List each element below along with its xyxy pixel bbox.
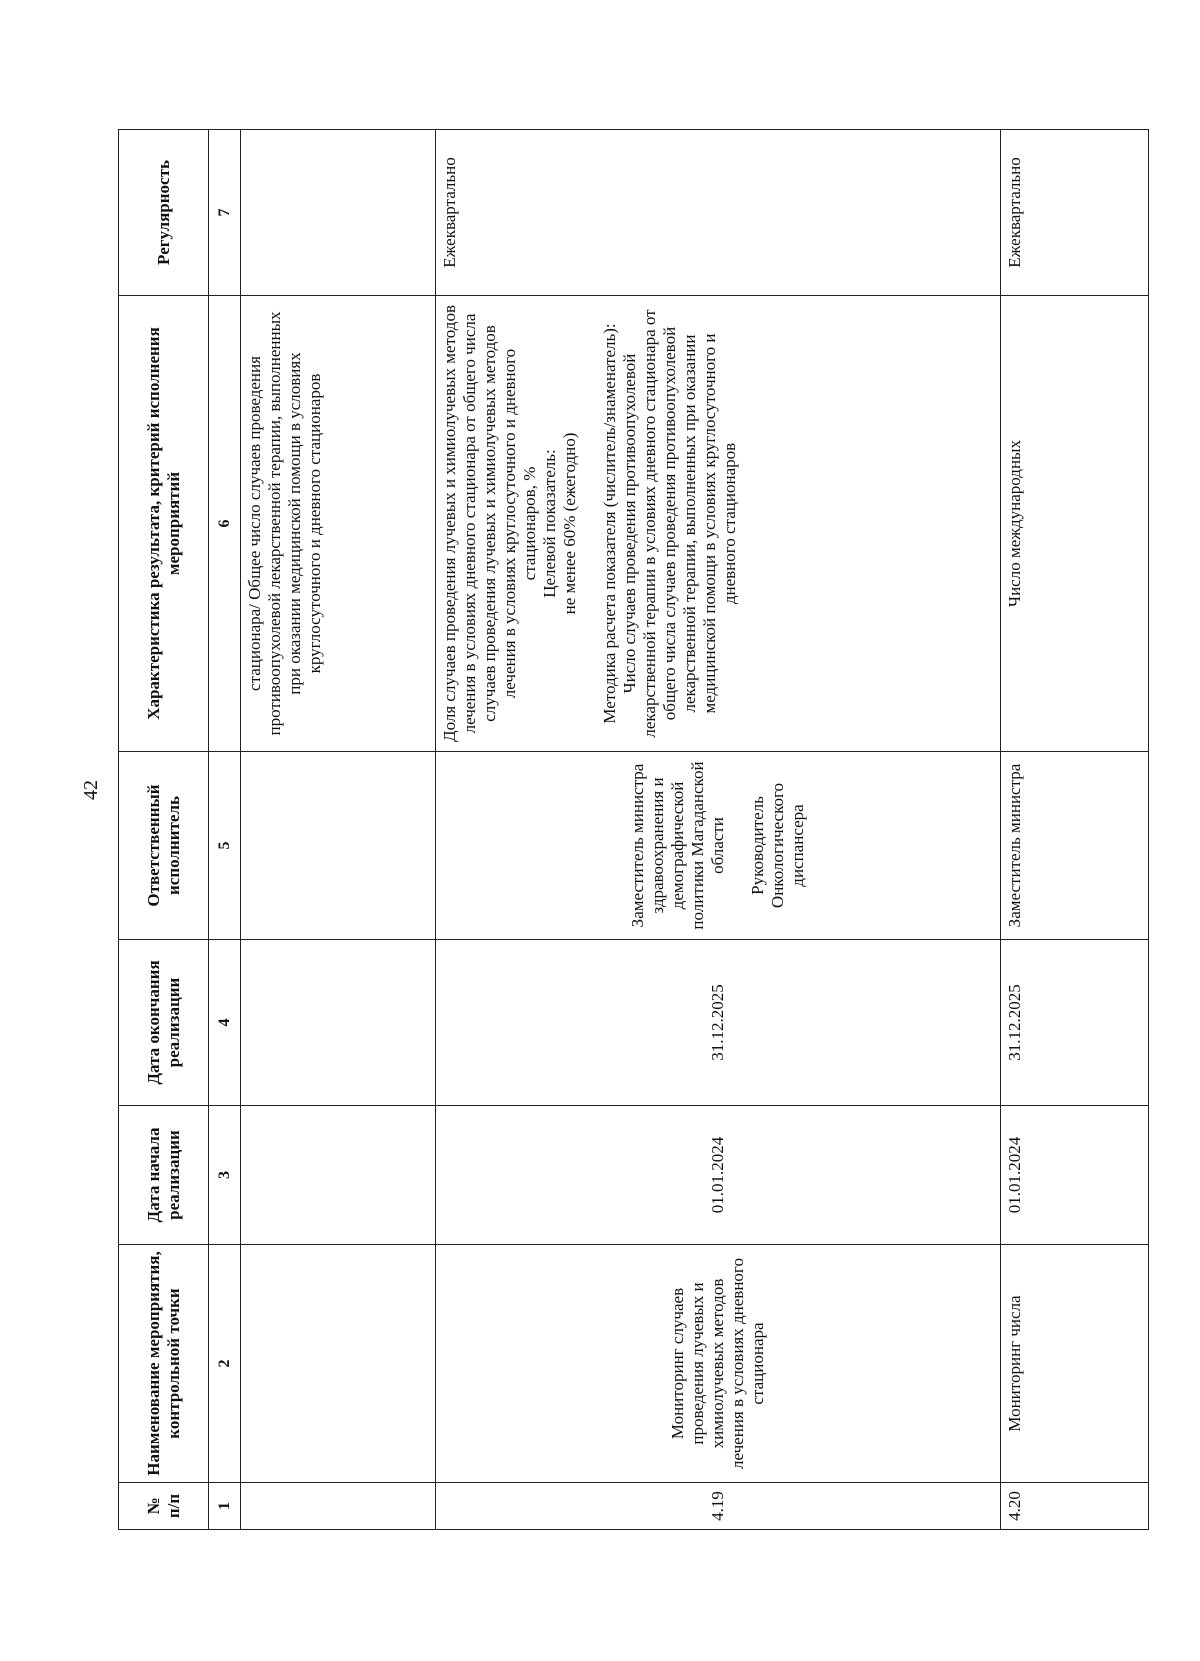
- table-header-row: [119, 130, 209, 1530]
- cell-name: Мониторинг случаев проведения лучевых и химиолучевых методов лечения в условиях дневного стационара: [436, 1245, 1001, 1483]
- column-number: 4: [209, 940, 241, 1106]
- column-number: 2: [209, 1245, 241, 1483]
- column-number: 6: [209, 296, 241, 752]
- cell-responsible: Заместитель министра: [1001, 752, 1149, 940]
- column-number: 5: [209, 752, 241, 940]
- header-end-date: Дата окончания реализации: [119, 940, 209, 1106]
- header-start-date: Дата начала реализации: [119, 1106, 209, 1245]
- header-result: Характеристика результата, критерий исполнения мероприятий: [119, 296, 209, 752]
- cell-regularity: Ежеквартально: [436, 130, 1001, 296]
- cell-end-date: 31.12.2025: [436, 940, 1001, 1106]
- column-number: 7: [209, 130, 241, 296]
- cell-empty: [241, 1483, 436, 1530]
- cell-empty: [241, 1106, 436, 1245]
- result-target-value: не менее 60% (ежегодно): [560, 432, 579, 615]
- result-target-label: Целевой показатель:: [540, 449, 559, 598]
- activities-table: [118, 129, 1149, 1530]
- column-number: 3: [209, 1106, 241, 1245]
- header-name: Наименование мероприятия, контрольной точки: [119, 1245, 209, 1483]
- cell-result: Число международных: [1001, 296, 1149, 752]
- cell-result-continued: стационара/ Общее число случаев проведения противоопухолевой лекарственной терапии, выполненных при оказании медицинской помощи в условиях круглосуточного и дневного стационаров: [241, 296, 436, 752]
- responsible-dispensary-head: Руководитель Онкологического диспансера: [748, 782, 807, 909]
- cell-result: [436, 296, 1001, 752]
- cell-responsible: [436, 752, 1001, 940]
- header-responsible: Ответственный исполнитель: [119, 752, 209, 940]
- table-row-4-20: [1001, 130, 1149, 1530]
- cell-empty: [241, 130, 436, 296]
- column-number: 1: [209, 1483, 241, 1530]
- header-number: № п/п: [119, 1483, 209, 1530]
- rotated-table-frame: [118, 130, 1148, 1530]
- table-row-continued: [241, 130, 436, 1530]
- page-number: 42: [80, 780, 102, 800]
- cell-name: Мониторинг числа: [1001, 1245, 1149, 1483]
- cell-start-date: 01.01.2024: [1001, 1106, 1149, 1245]
- header-regularity: Регулярность: [119, 130, 209, 296]
- cell-empty: [241, 940, 436, 1106]
- cell-regularity: Ежеквартально: [1001, 130, 1149, 296]
- result-method-text: Число случаев проведения противоопухолевой лекарственной терапии в условиях дневного стационара от общего числа случаев проведения противоопухолевой лекарственной терапии, выполненных при оказании медицинской помощи в условиях круглосуточного и дневного стационаров: [620, 309, 739, 738]
- cell-end-date: 31.12.2025: [1001, 940, 1149, 1106]
- cell-start-date: 01.01.2024: [436, 1106, 1001, 1245]
- cell-empty: [241, 752, 436, 940]
- cell-number: 4.19: [436, 1483, 1001, 1530]
- result-indicator: Доля случаев проведения лучевых и химиолучевых методов лечения в условиях дневного стационара от общего числа случаев проведения лучевых и химиолучевых методов лечения в условиях круглосуточного и дневного стационаров, %: [440, 305, 539, 743]
- responsible-deputy-minister: Заместитель министра здравоохранения и демографической политики Магаданской области: [628, 761, 727, 930]
- result-method-label: Методика расчета показателя (числитель/знаменатель):: [600, 323, 619, 724]
- table-row-4-19: [436, 130, 1001, 1530]
- cell-empty: [241, 1245, 436, 1483]
- cell-number: 4.20: [1001, 1483, 1149, 1530]
- column-numbers-row: [209, 130, 241, 1530]
